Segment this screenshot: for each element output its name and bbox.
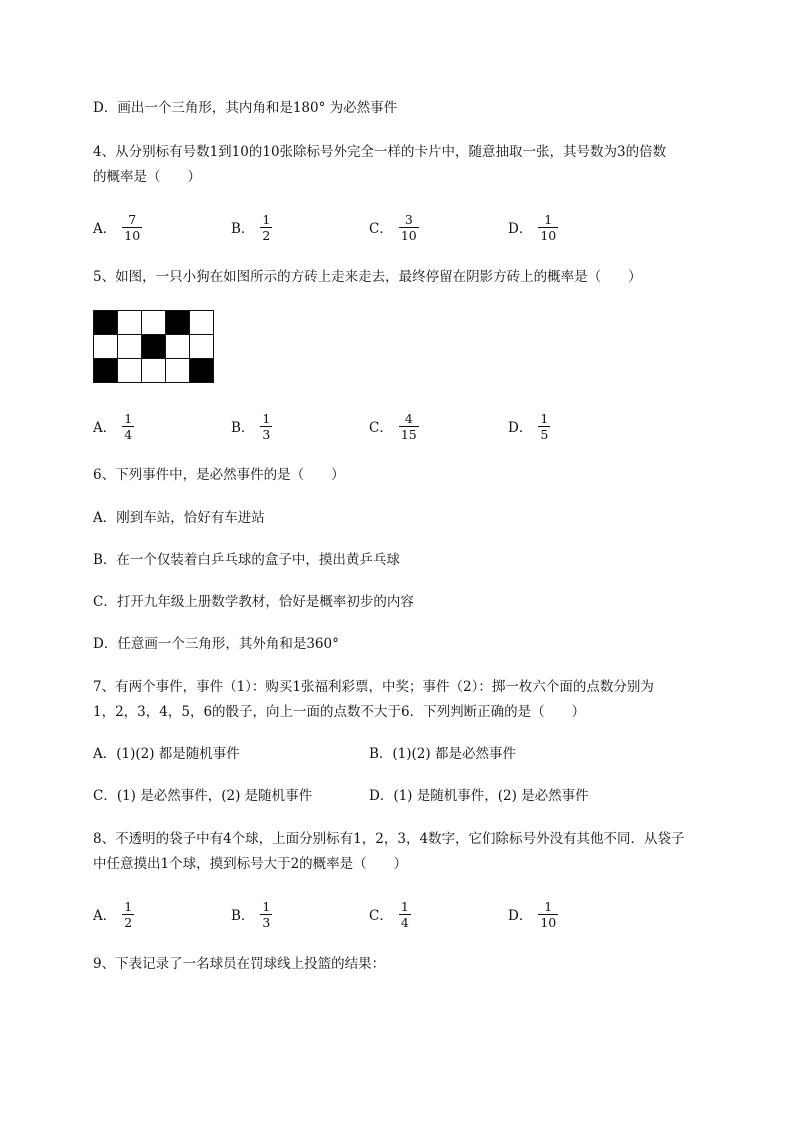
option-label: B． (231, 908, 255, 924)
q8-stem-line2: 中任意摸出1个球，摸到标号大于2的概率是（ ） (93, 856, 408, 872)
denominator: 2 (262, 227, 271, 243)
shaded-tile (94, 359, 118, 383)
q4-stem-line1: 4、从分别标有号数1到10的10张除标号外完全一样的卡片中，随意抽取一张，其号数为3的倍数 (93, 144, 667, 160)
q7-stem-line2: 1，2，3，4，5，6的骰子，向上一面的点数不大于6．下列判断正确的是（ ） (93, 704, 586, 720)
numerator: 1 (262, 410, 271, 426)
option-label: C． (369, 420, 393, 436)
fraction (399, 212, 419, 243)
q7-option-c: C．(1) 是必然事件，(2) 是随机事件 (93, 788, 313, 804)
option-label: D． (508, 221, 533, 237)
white-tile (94, 335, 118, 359)
q8-option-d (508, 894, 558, 934)
option-label: A． (93, 221, 117, 237)
shaded-tile (94, 311, 118, 335)
shaded-tile (190, 359, 214, 383)
q3-option-d: D．画出一个三角形，其内角和是180° 为必然事件 (93, 100, 398, 116)
option-label: B． (231, 221, 255, 237)
q9-stem: 9、下表记录了一名球员在罚球线上投篮的结果： (93, 956, 386, 972)
q5-stem: 5、如图，一只小狗在如图所示的方砖上走来走去，最终停留在阴影方砖上的概率是（ ） (93, 269, 642, 285)
q4-option-b (231, 207, 272, 247)
fraction (399, 899, 411, 930)
numerator: 1 (544, 898, 553, 914)
denominator: 5 (540, 426, 549, 442)
fraction (122, 212, 142, 243)
q4-option-d (508, 207, 558, 247)
white-tile (166, 335, 190, 359)
q7-option-b: B．(1)(2) 都是必然事件 (369, 746, 516, 762)
shaded-tile (166, 311, 190, 335)
q6-option-a: A．刚到车站，恰好有车进站 (93, 510, 265, 526)
denominator: 10 (400, 227, 417, 243)
white-tile (142, 359, 166, 383)
q6-option-d: D．任意画一个三角形，其外角和是360° (93, 636, 339, 652)
numerator: 1 (262, 211, 271, 227)
q8-option-b (231, 894, 272, 934)
q4-option-c (369, 207, 419, 247)
option-label: A． (93, 908, 117, 924)
white-tile (190, 311, 214, 335)
q5-options (93, 406, 713, 446)
option-label: C． (369, 221, 393, 237)
numerator: 1 (262, 898, 271, 914)
white-tile (142, 311, 166, 335)
numerator: 1 (400, 898, 409, 914)
fraction (538, 411, 550, 442)
denominator: 10 (124, 227, 141, 243)
q8-stem-line1: 8、不透明的袋子中有4个球，上面分别标有1，2，3，4数字，它们除标号外没有其他不同．从袋子 (93, 831, 685, 847)
denominator: 4 (400, 914, 409, 930)
fraction (260, 411, 272, 442)
option-label: C． (369, 908, 393, 924)
fraction (260, 899, 272, 930)
denominator: 2 (124, 914, 133, 930)
denominator: 3 (262, 914, 271, 930)
tile-grid-figure (93, 310, 214, 383)
denominator: 3 (262, 426, 271, 442)
q6-stem: 6、下列事件中，是必然事件的是（ ） (93, 467, 345, 483)
q5-option-b (231, 406, 272, 446)
q4-options (93, 207, 713, 247)
fraction (538, 212, 558, 243)
q6-option-b: B．在一个仅装着白乒乓球的盒子中，摸出黄乒乓球 (93, 552, 400, 568)
white-tile (118, 335, 142, 359)
q7-stem-line1: 7、有两个事件，事件（1）：购买1张福利彩票，中奖；事件（2）：掷一枚六个面的点数分别为 (93, 679, 654, 695)
q4-option-a (93, 207, 142, 247)
white-tile (118, 359, 142, 383)
denominator: 10 (540, 227, 557, 243)
fraction (122, 899, 134, 930)
numerator: 7 (128, 211, 137, 227)
q7-option-d: D．(1) 是随机事件，(2) 是必然事件 (369, 788, 589, 804)
denominator: 10 (540, 914, 557, 930)
q7-option-a: A．(1)(2) 都是随机事件 (93, 746, 240, 762)
fraction (122, 411, 134, 442)
numerator: 1 (544, 211, 553, 227)
shaded-tile (142, 335, 166, 359)
denominator: 4 (124, 426, 133, 442)
numerator: 1 (124, 898, 133, 914)
q8-option-c (369, 894, 411, 934)
numerator: 1 (124, 410, 133, 426)
option-label: D． (508, 908, 533, 924)
q5-option-c (369, 406, 419, 446)
option-label: D． (508, 420, 533, 436)
numerator: 1 (540, 410, 549, 426)
q5-option-a (93, 406, 134, 446)
option-label: B． (231, 420, 255, 436)
white-tile (166, 359, 190, 383)
white-tile (190, 335, 214, 359)
q8-option-a (93, 894, 134, 934)
white-tile (118, 311, 142, 335)
option-label: A． (93, 420, 117, 436)
denominator: 15 (400, 426, 417, 442)
q8-options (93, 894, 713, 934)
fraction (260, 212, 272, 243)
q6-option-c: C．打开九年级上册数学教材，恰好是概率初步的内容 (93, 594, 414, 610)
fraction (538, 899, 558, 930)
q5-option-d (508, 406, 550, 446)
fraction (399, 411, 419, 442)
numerator: 4 (404, 410, 413, 426)
q4-stem-line2: 的概率是（ ） (93, 169, 201, 185)
numerator: 3 (404, 211, 413, 227)
